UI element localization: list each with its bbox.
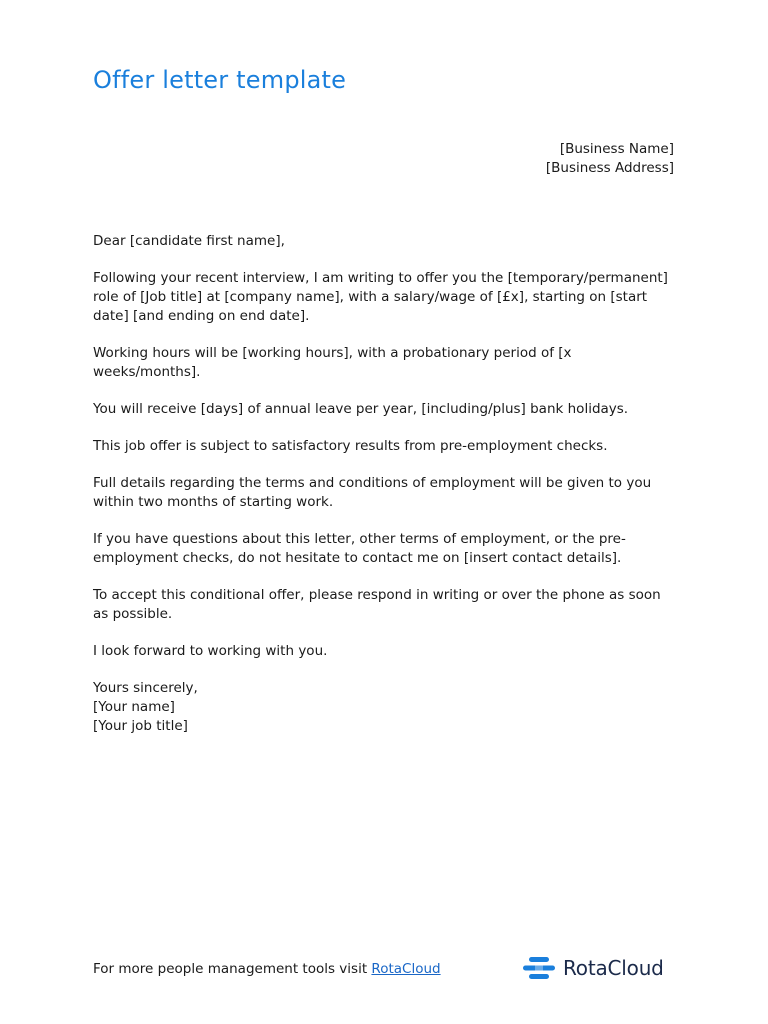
signoff-name: [Your name] <box>93 699 175 715</box>
paragraph-checks: This job offer is subject to satisfactory results from pre-employment checks. <box>93 438 608 454</box>
footer <box>93 960 441 979</box>
rotacloud-logo-text: RotaCloud <box>563 956 664 980</box>
paragraph-working-hours: Working hours will be [working hours], with a probationary period of [x weeks/months]. <box>93 345 572 380</box>
greeting: Dear [candidate first name], <box>93 233 285 249</box>
footer-text: For more people management tools visit <box>93 961 372 977</box>
rotacloud-logo-icon <box>523 957 555 979</box>
document-title: Offer letter template <box>93 66 347 94</box>
signoff-job-title: [Your job title] <box>93 718 188 734</box>
rotacloud-logo <box>523 955 664 981</box>
rotacloud-link[interactable]: RotaCloud <box>371 961 441 977</box>
paragraph-closing-line: I look forward to working with you. <box>93 643 328 659</box>
paragraph-offer: Following your recent interview, I am writing to offer you the [temporary/permanent] role of [Job title] at [company name], with a salary/wage of [£x], starting on [start date] [and ending on end date]. <box>93 270 668 324</box>
paragraph-annual-leave: You will receive [days] of annual leave per year, [including/plus] bank holidays. <box>93 401 629 417</box>
paragraph-questions: If you have questions about this letter, other terms of employment, or the pre-employment checks, do not hesitate to contact me on [insert contact details]. <box>93 531 626 566</box>
paragraph-terms: Full details regarding the terms and conditions of employment will be given to you within two months of starting work. <box>93 475 652 510</box>
paragraph-accept: To accept this conditional offer, please respond in writing or over the phone as soon as possible. <box>93 587 661 622</box>
letter-body <box>93 232 675 736</box>
signoff-closing: Yours sincerely, <box>93 680 198 696</box>
business-address: [Business Address] <box>545 160 674 176</box>
business-address-block <box>546 140 674 178</box>
signoff <box>93 679 675 736</box>
business-name: [Business Name] <box>559 141 674 157</box>
